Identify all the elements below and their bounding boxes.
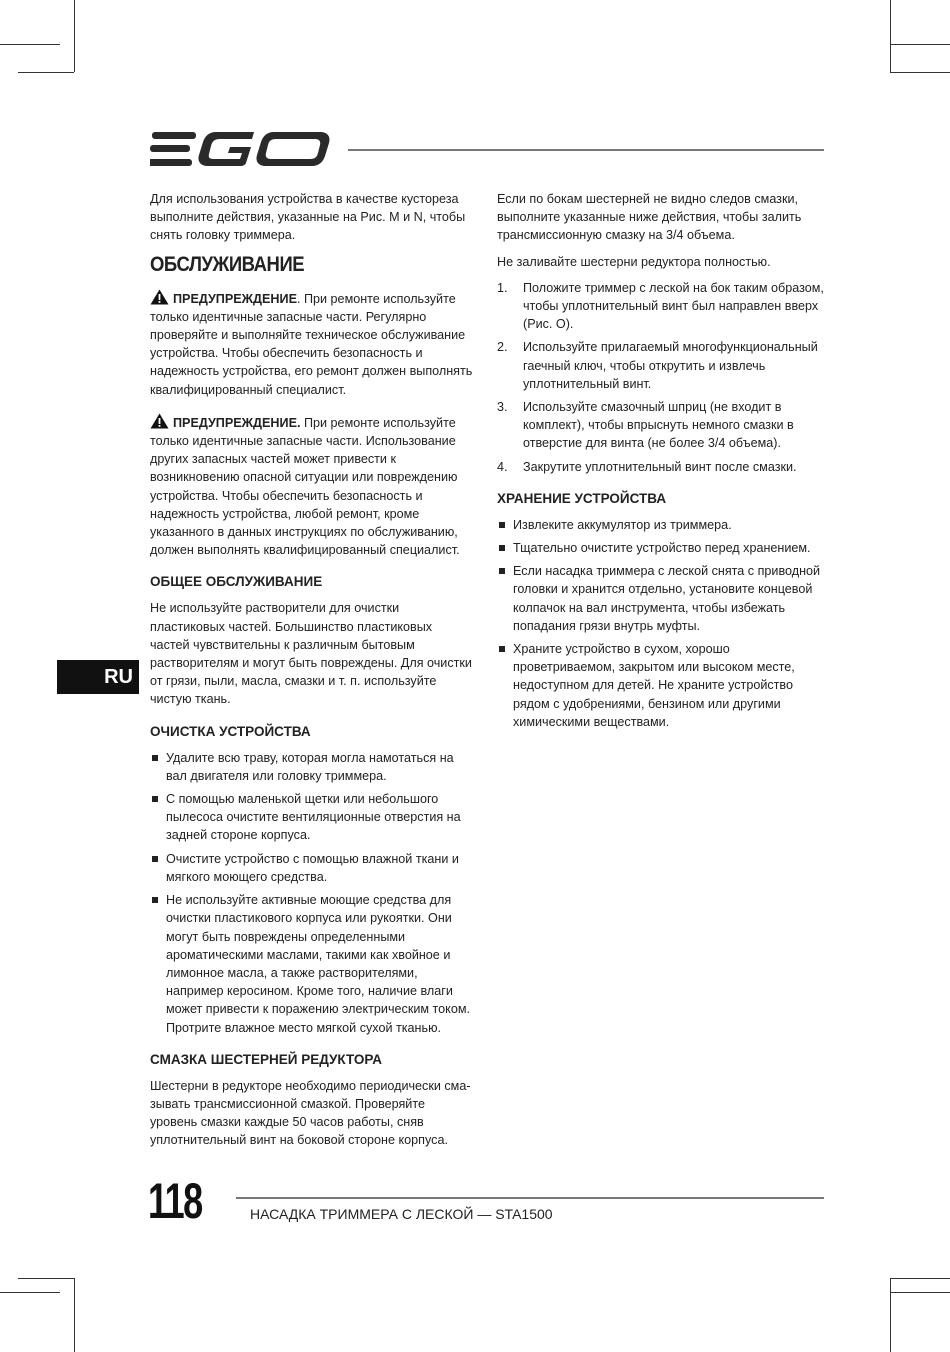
right-column — [497, 190, 824, 736]
crop-mark — [890, 1292, 950, 1293]
crop-mark — [0, 1292, 60, 1293]
list-item: Храните устройство в сухом, хорошо проветриваемом, закрытом или высоком месте, недоступном для детей. Не храните устройство рядом с удобрениями, бензином или другими химическими веществами. — [497, 640, 824, 731]
warning-block — [150, 413, 474, 560]
list-item: Удалите всю траву, которая могла намотаться на вал двигателя или головку триммера. — [150, 749, 474, 785]
bullet-square-icon — [499, 545, 505, 551]
bullet-square-icon — [152, 856, 158, 862]
warning-text: . При ремонте используйте только идентичные запасные части. Регулярно проверяйте и выполняйте техническое обслуживание устройства. Чтобы обеспечить безопасность и надежность устройства, его ремонт должен выполнять квалифицированный специалист. — [150, 291, 473, 397]
crop-mark — [890, 1278, 891, 1352]
subheading-storage: ХРАНЕНИЕ УСТРОЙСТВА — [497, 490, 667, 506]
warning-label: ПРЕДУПРЕЖДЕНИЕ — [173, 291, 297, 306]
crop-mark — [74, 1278, 75, 1352]
gear-intro-paragraph: Если по бокам шестерней не видно следов смазки, выполните указанные ниже действия, чтобы залить трансмиссионную смазку на 3/4 объема. — [497, 192, 802, 243]
subheading-cleaning: ОЧИСТКА УСТРОЙСТВА — [150, 723, 311, 739]
crop-mark — [890, 0, 891, 72]
step-item: 3. Используйте смазочный шприц (не входит в комплект), чтобы впрыснуть немного смазки в отверстие для винта (не более 3/4 объема). — [497, 400, 794, 451]
lubrication-steps — [497, 279, 824, 476]
crop-mark — [74, 0, 75, 72]
page-number: 118 — [148, 1173, 202, 1229]
intro-paragraph: Для использования устройства в качестве кустореза выполните действия, указанные на Рис. M и N, чтобы снять головку триммера. — [150, 192, 466, 243]
crop-mark — [890, 44, 950, 45]
cleaning-list — [150, 749, 474, 1037]
warning-triangle-icon — [150, 289, 169, 305]
step-item: 2. Используйте прилагаемый многофункциональный гаечный ключ, чтобы открутить и извлечь уплотнительный винт. — [497, 340, 818, 391]
gear-paragraph: Шестерни в редукторе необходимо периодически сма-зывать трансмиссионной смазкой. Проверяйте уровень смазки каждые 50 часов работы, сняв уплотнительный винт на боковой стороне корпуса. — [150, 1078, 471, 1148]
crop-mark — [18, 1278, 74, 1279]
bullet-square-icon — [152, 897, 158, 903]
footer-title: НАСАДКА ТРИММЕРА С ЛЕСКОЙ — STA1500 — [250, 1206, 553, 1222]
bullet-square-icon — [152, 796, 158, 802]
list-item: Не используйте активные моющие средства для очистки пластикового корпуса или рукоятки. Они могут быть повреждены определенными ароматическими маслами, такими как хвойное и лимонное масла, а также растворителями, например керосином. Кроме того, наличие влаги может привести к поражению электрическим током. Протрите влажное место мягкой сухой тканью. — [150, 891, 474, 1037]
bullet-square-icon — [499, 646, 505, 652]
crop-mark — [890, 72, 950, 73]
bullet-square-icon — [499, 522, 505, 528]
list-item: Извлеките аккумулятор из триммера. — [497, 516, 824, 534]
list-item: С помощью маленькой щетки или небольшого пылесоса очистите вентиляционные отверстия на задней стороне корпуса. — [150, 790, 474, 845]
warning-triangle-icon — [150, 413, 169, 429]
section-heading-maintenance: ОБСЛУЖИВАНИЕ — [150, 252, 305, 276]
warning-text: При ремонте используйте только идентичные запасные части. Использование других запасных частей может привести к возникновению опасной ситуации или повреждению устройства. Чтобы обеспечить безопасность и надежность устройства, любой ремонт, кроме указанного в данных инструкциях по обслуживанию, должен выполнять квалифицированный специалист. — [150, 415, 460, 558]
crop-mark — [0, 44, 60, 45]
list-item: Тщательно очистите устройство перед хранением. — [497, 539, 824, 557]
storage-list — [497, 516, 824, 731]
warning-block — [150, 289, 474, 399]
ego-logo — [150, 128, 332, 170]
subheading-gear-lubrication: СМАЗКА ШЕСТЕРНЕЙ РЕДУКТОРА — [150, 1051, 382, 1067]
step-item: 4. Закрутите уплотнительный винт после смазки. — [497, 459, 797, 474]
left-column — [150, 190, 474, 1158]
footer-rule — [236, 1197, 824, 1199]
list-item: Если насадка триммера с леской снята с приводной головки и хранится отдельно, установите концевой колпачок на вал инструмента, чтобы избежать попадания грязи внутрь муфты. — [497, 562, 824, 635]
bullet-square-icon — [152, 755, 158, 761]
warning-label: ПРЕДУПРЕЖДЕНИЕ. — [173, 415, 301, 430]
step-item: 1. Положите триммер с леской на бок таким образом, чтобы уплотнительный винт был направлен вверх (Рис. O). — [497, 280, 824, 332]
crop-mark — [18, 72, 74, 73]
crop-mark — [890, 1278, 950, 1279]
list-item: Очистите устройство с помощью влажной ткани и мягкого моющего средства. — [150, 850, 474, 886]
header-rule — [348, 149, 824, 151]
bullet-square-icon — [499, 568, 505, 574]
gear-note-paragraph: Не заливайте шестерни редуктора полностью. — [497, 254, 771, 269]
subheading-general-maintenance: ОБЩЕЕ ОБСЛУЖИВАНИЕ — [150, 574, 323, 590]
language-tab: RU — [57, 660, 139, 694]
general-paragraph: Не используйте растворители для очистки пластиковых частей. Большинство пластиковых частей чувствительны к различным бытовым растворителям и могут быть повреждены. Для очистки от грязи, пыли, масла, смазки и т. п. используйте чистую ткань. — [150, 601, 472, 707]
